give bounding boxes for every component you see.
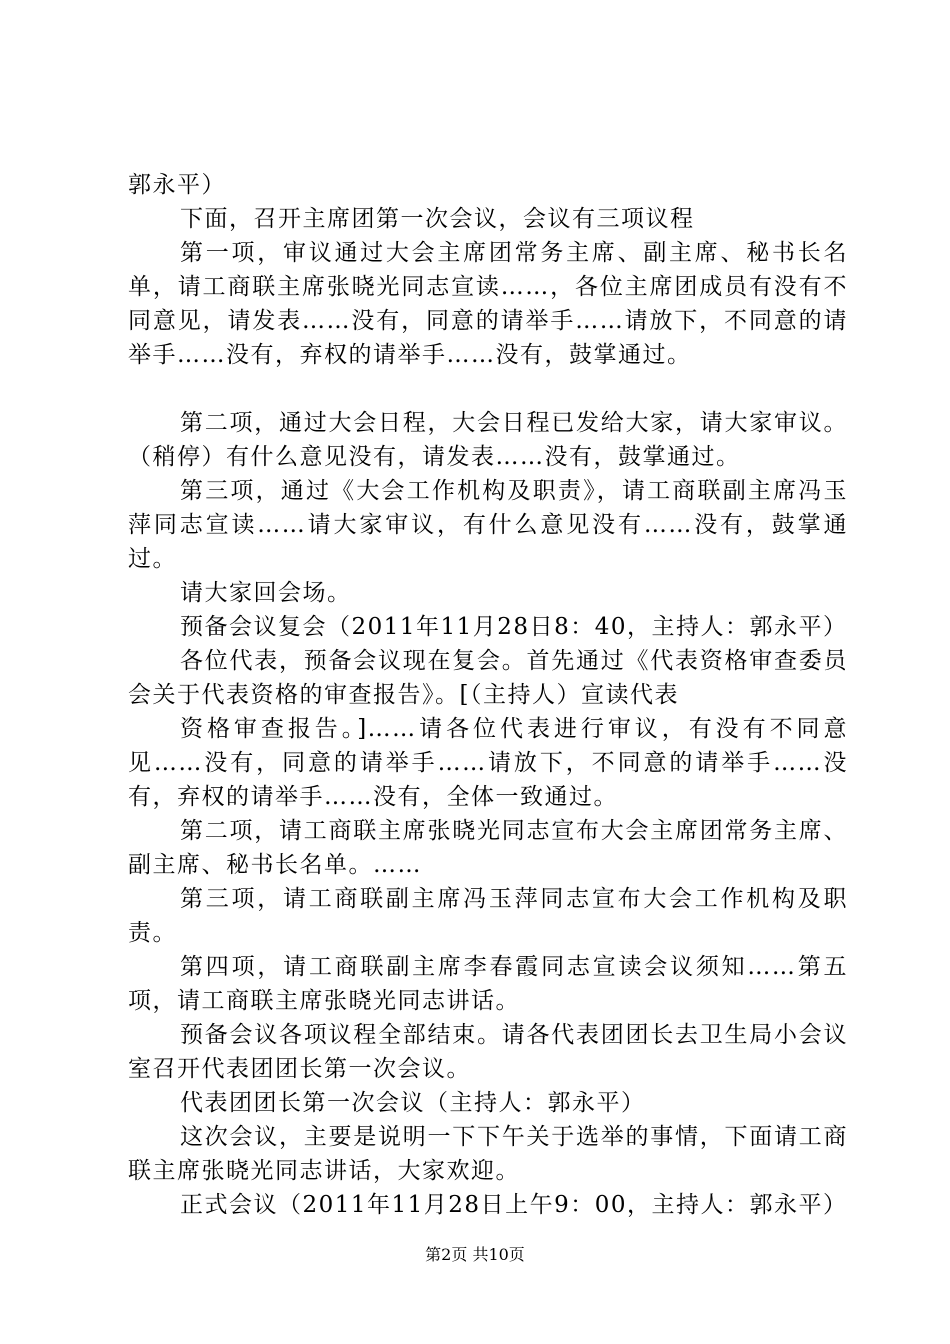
paragraph-7: 预备会议复会（2011年11月28日8：40，主持人：郭永平）: [180, 614, 848, 640]
document-body: [128, 168, 848, 1222]
paragraph-5: 第三项，通过《大会工作机构及职责》，请工商联副主席冯玉萍同志宣读……请大家审议，有什么意见没有……没有，鼓掌通过。: [128, 478, 848, 572]
paragraph-9: 资格审查报告。]……请各位代表进行审议，有没有不同意见……没有，同意的请举手……请放下，不同意的请举手……没有，弃权的请举手……没有，全体一致通过。: [128, 716, 848, 810]
paragraph-10: 第二项，请工商联主席张晓光同志宣布大会主席团常务主席、副主席、秘书长名单。……: [128, 818, 848, 878]
paragraph-1: 郭永平）: [128, 172, 226, 198]
paragraph-2: 下面，召开主席团第一次会议，会议有三项议程: [180, 206, 695, 232]
paragraph-13: 预备会议各项议程全部结束。请各代表团团长去卫生局小会议室召开代表团团长第一次会议。: [128, 1022, 848, 1082]
paragraph-15: 这次会议，主要是说明一下下午关于选举的事情，下面请工商联主席张晓光同志讲话，大家欢迎。: [128, 1124, 848, 1184]
page-number-footer: 第2页 共10页: [425, 1245, 525, 1264]
paragraph-4: 第二项，通过大会日程，大会日程已发给大家，请大家审议。（稍停）有什么意见没有，请发表……没有，鼓掌通过。: [128, 410, 848, 470]
paragraph-12: 第四项，请工商联副主席李春霞同志宣读会议须知……第五项，请工商联主席张晓光同志讲话。: [128, 954, 848, 1014]
paragraph-16: 正式会议（2011年11月28日上午9：00，主持人：郭永平）: [180, 1192, 848, 1218]
paragraph-8: 各位代表，预备会议现在复会。首先通过《代表资格审查委员会关于代表资格的审查报告》。[（主持人）宣读代表: [128, 648, 848, 708]
paragraph-3: 第一项，审议通过大会主席团常务主席、副主席、秘书长名单，请工商联主席张晓光同志宣读……，各位主席团成员有没有不同意见，请发表……没有，同意的请举手……请放下，不同意的请举手……没有，弃权的请举手……没有，鼓掌通过。: [128, 240, 848, 368]
paragraph-6: 请大家回会场。: [180, 580, 352, 606]
paragraph-11: 第三项，请工商联副主席冯玉萍同志宣布大会工作机构及职责。: [128, 886, 848, 946]
paragraph-14: 代表团团长第一次会议（主持人：郭永平）: [180, 1090, 646, 1116]
